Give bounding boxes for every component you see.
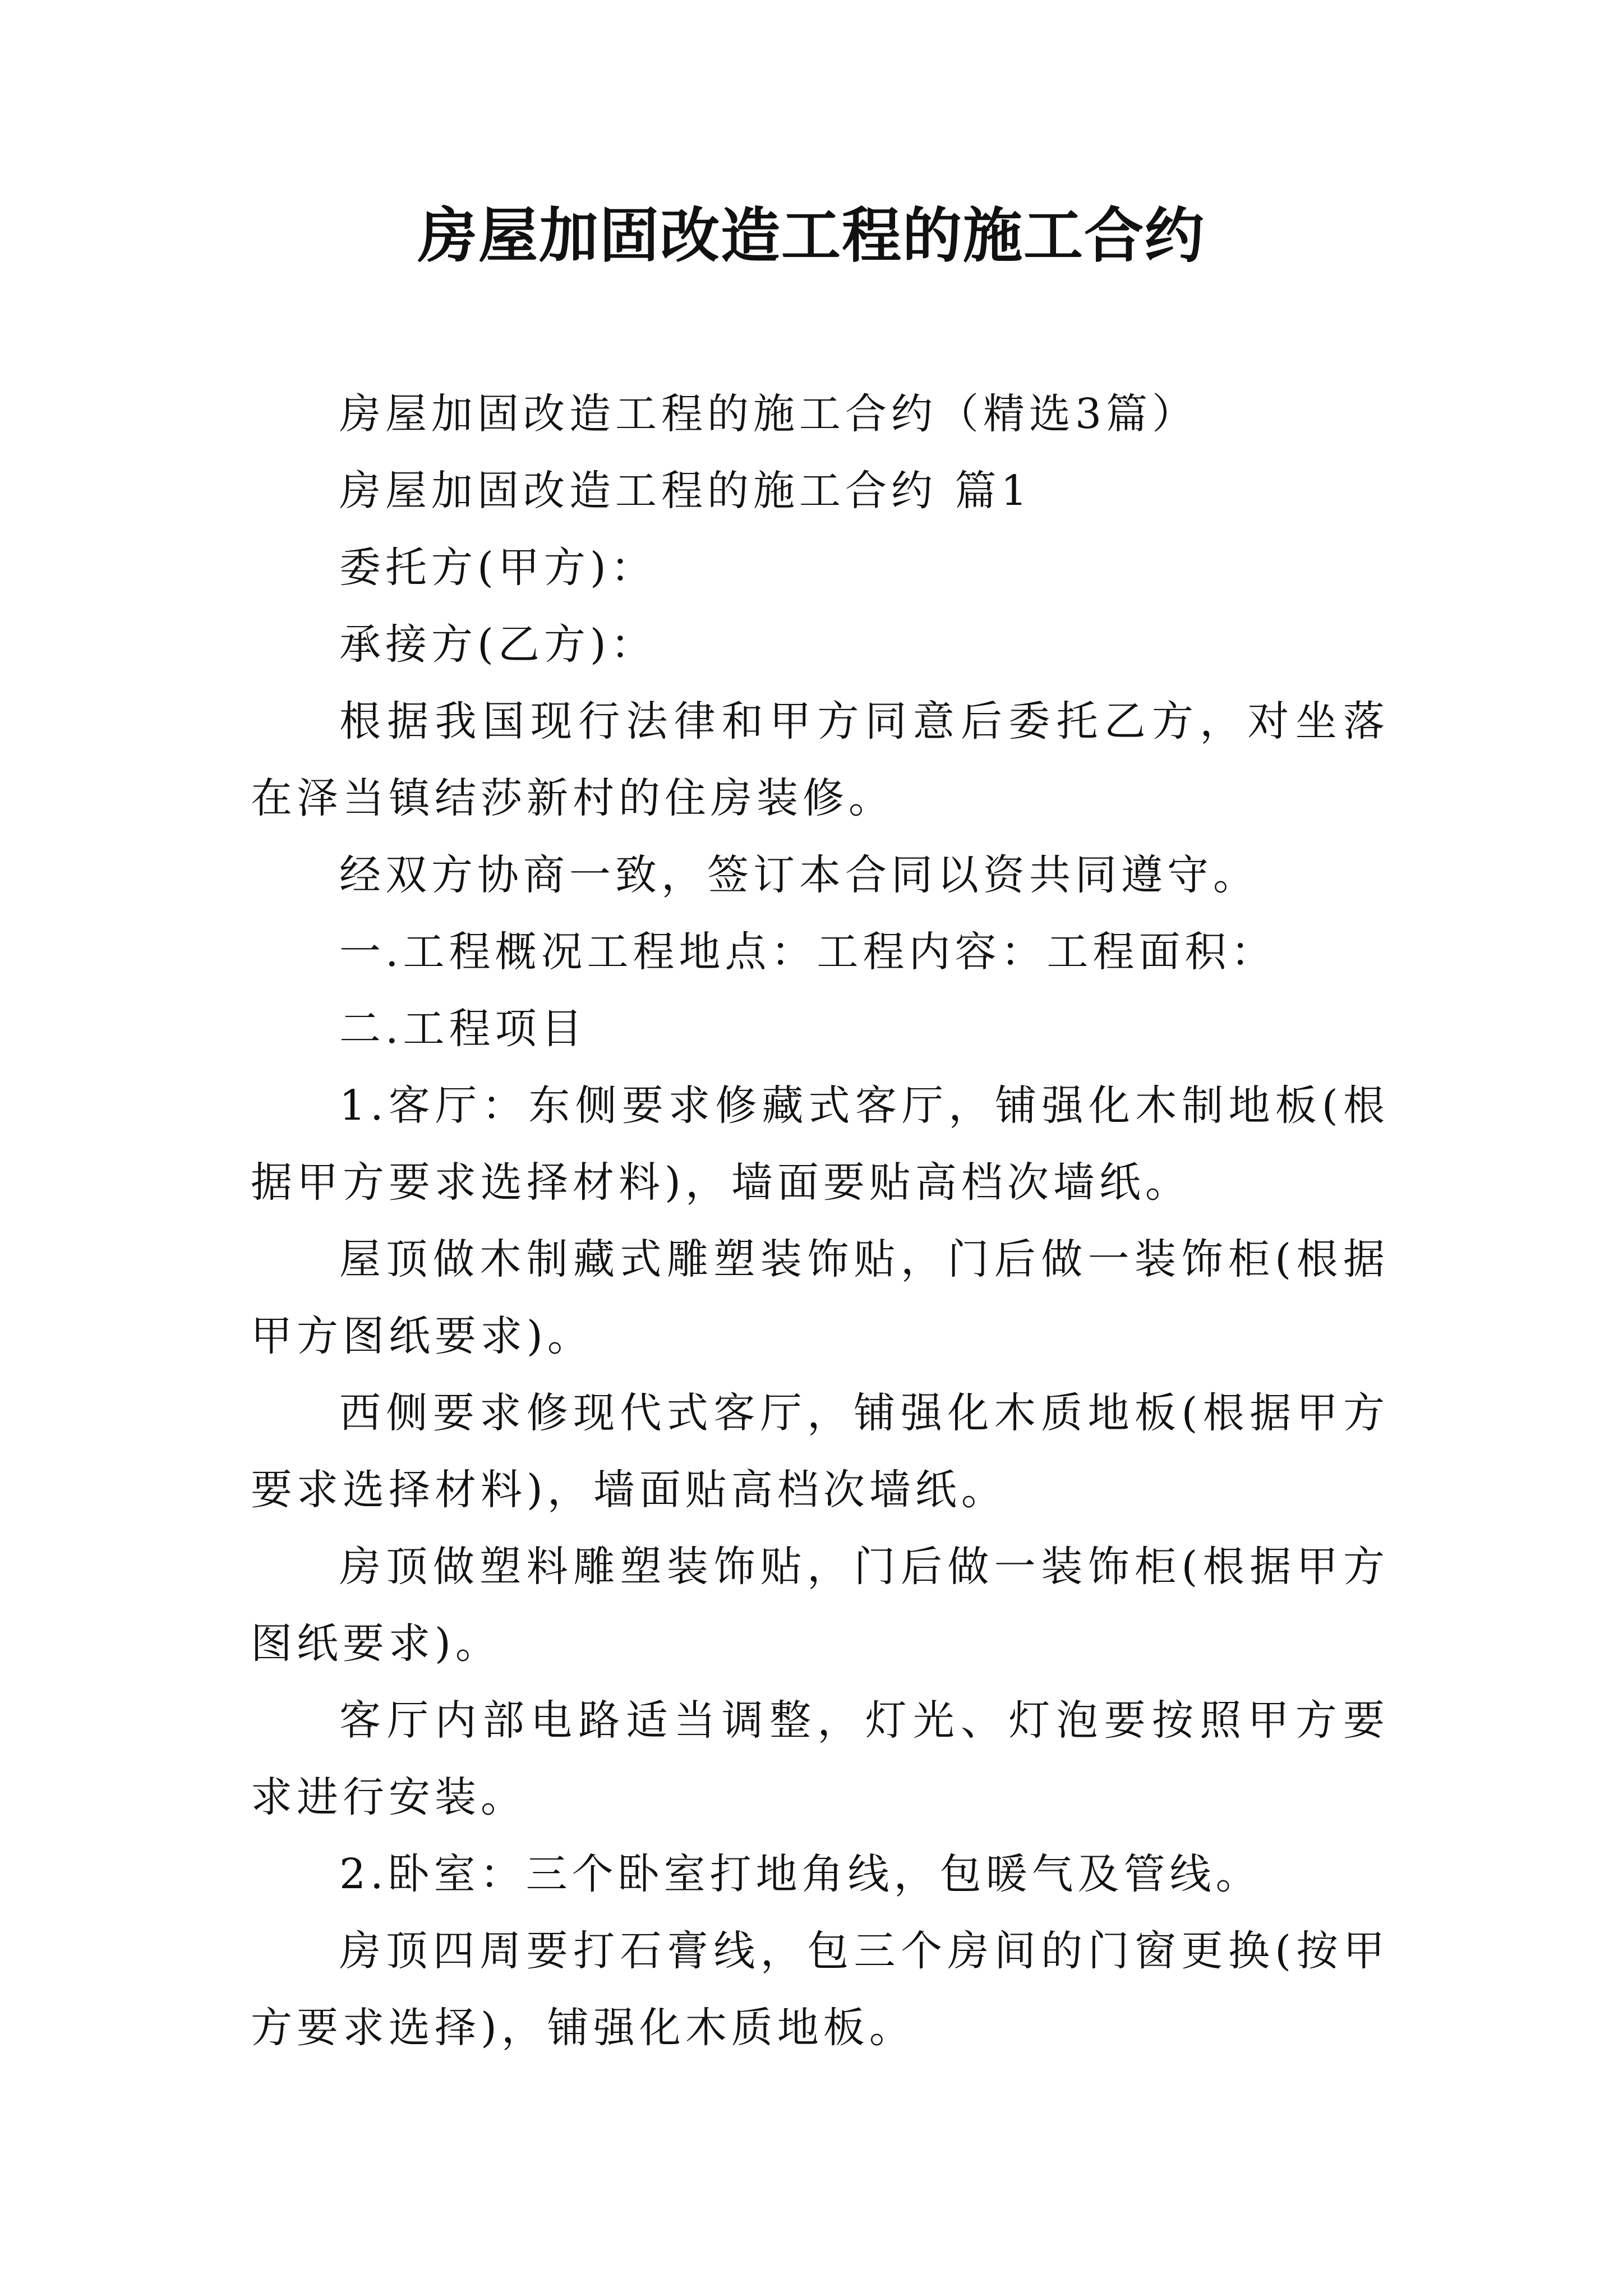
- paragraph-party-b: 承接方(乙方)：: [339, 620, 657, 669]
- document-body: [251, 376, 1389, 2067]
- paragraph: 房顶四周要打石膏线，包三个房间的门窗更换(按甲方要求选择)，铺强化木质地板。: [251, 1927, 1389, 2052]
- paragraph-subtitle: 房屋加固改造工程的施工合约（精选3篇）: [339, 390, 1198, 438]
- paragraph-item-living-room: 1.客厅：东侧要求修藏式客厅，铺强化木制地板(根据甲方要求选择材料)，墙面要贴高档次墙纸。: [251, 1082, 1389, 1207]
- paragraph: 客厅内部电路适当调整，灯光、灯泡要按照甲方要求进行安装。: [251, 1696, 1389, 1821]
- paragraph: 经双方协商一致，签订本合同以资共同遵守。: [339, 851, 1259, 899]
- paragraph: 根据我国现行法律和甲方同意后委托乙方，对坐落在泽当镇结莎新村的住房装修。: [251, 697, 1389, 822]
- paragraph-party-a: 委托方(甲方)：: [339, 544, 657, 592]
- document-title: 房屋加固改造工程的施工合约: [418, 200, 1205, 270]
- paragraph: 房顶做塑料雕塑装饰贴，门后做一装饰柜(根据甲方图纸要求)。: [251, 1543, 1389, 1668]
- paragraph-clause-overview: 一.工程概况工程地点：工程内容：工程面积：: [339, 928, 1277, 976]
- paragraph-section-heading: 房屋加固改造工程的施工合约 篇1: [339, 467, 1032, 515]
- paragraph: 屋顶做木制藏式雕塑装饰贴，门后做一装饰柜(根据甲方图纸要求)。: [251, 1235, 1389, 1360]
- paragraph: 西侧要求修现代式客厅，铺强化木质地板(根据甲方要求选择材料)，墙面贴高档次墙纸。: [251, 1389, 1389, 1514]
- paragraph-item-bedroom: 2.卧室：三个卧室打地角线，包暖气及管线。: [339, 1850, 1262, 1898]
- paragraph-clause-items: 二.工程项目: [339, 1005, 587, 1053]
